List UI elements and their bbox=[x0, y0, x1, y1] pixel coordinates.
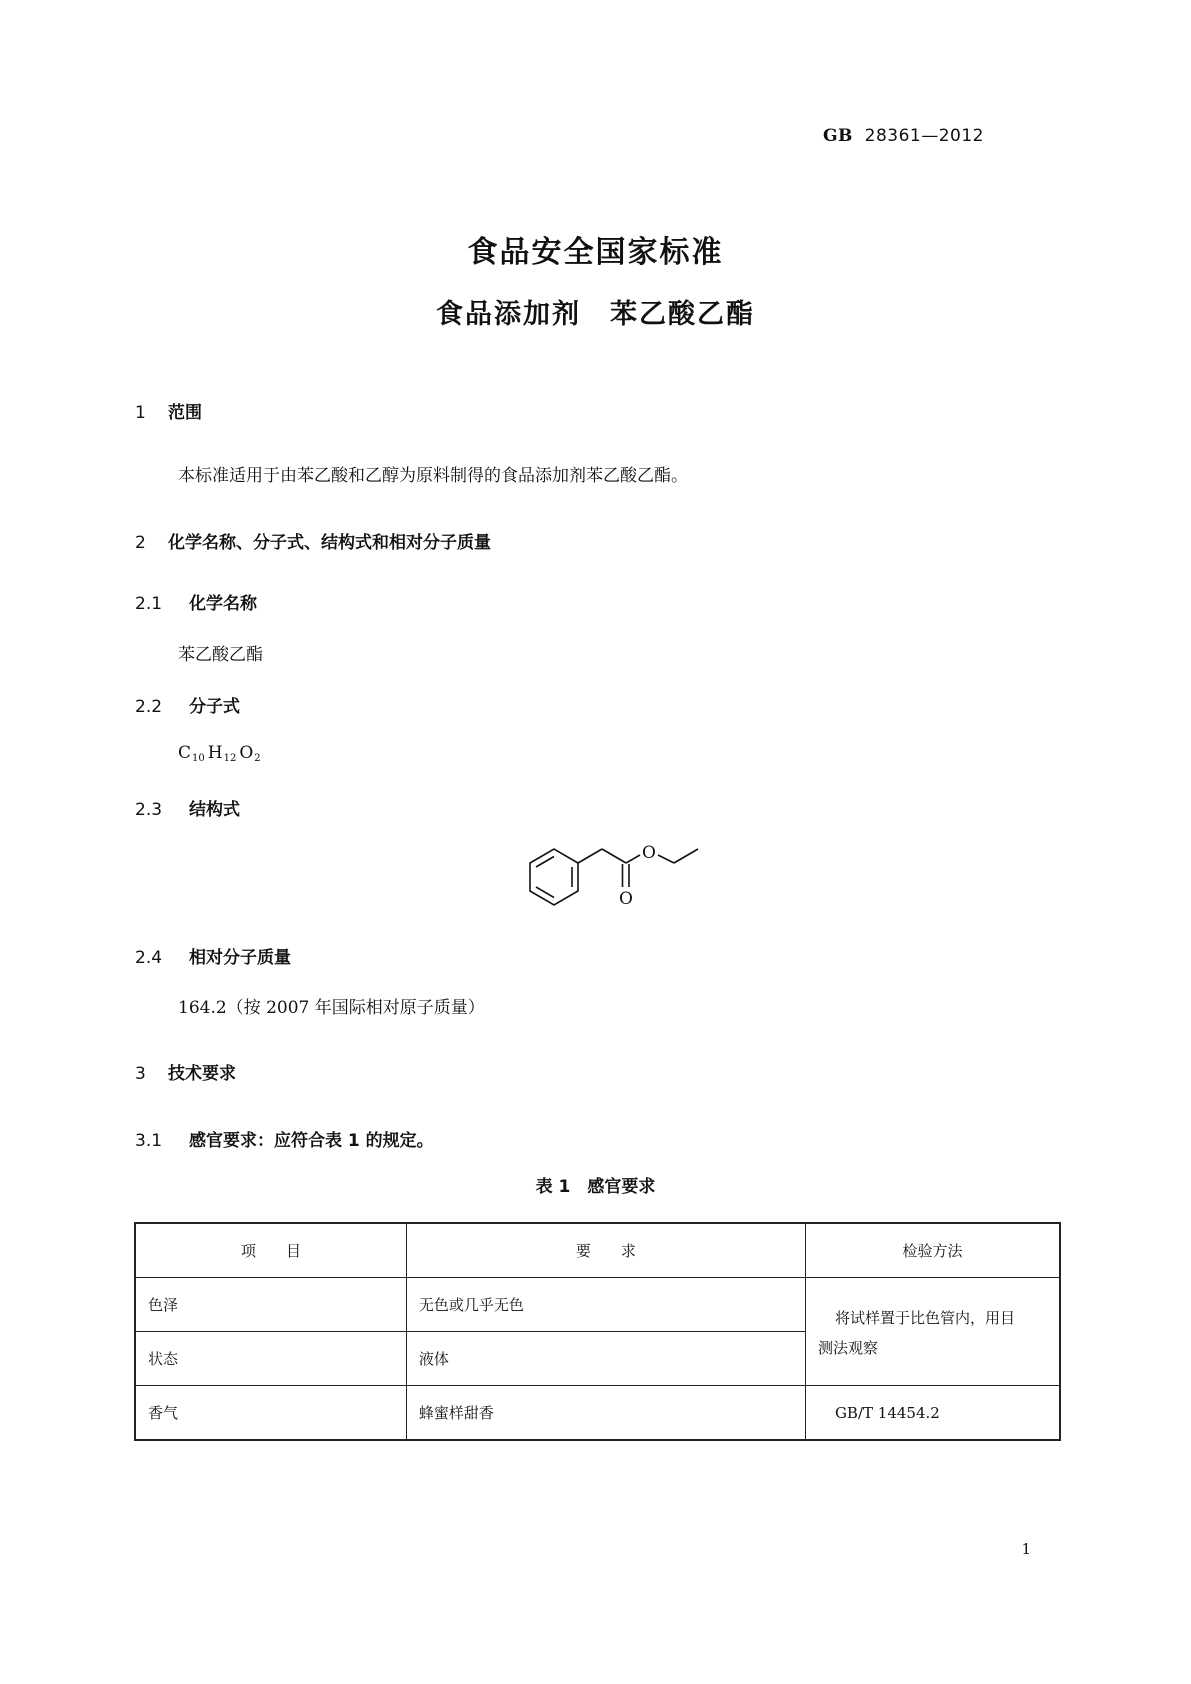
section-title: 感官要求：应符合表 1 的规定。 bbox=[189, 1131, 434, 1151]
ester-bond bbox=[626, 855, 640, 863]
section-title: 化学名称 bbox=[189, 594, 257, 614]
chemical-name: 苯乙酸乙酯 bbox=[178, 645, 263, 665]
section-number: 2.4 bbox=[135, 948, 163, 968]
section-title: 范围 bbox=[168, 403, 202, 423]
section-3-heading bbox=[135, 1059, 236, 1084]
cell-requirement: 液体 bbox=[406, 1332, 805, 1386]
section-2-3-heading bbox=[135, 795, 240, 820]
section-title: 相对分子质量 bbox=[189, 948, 291, 968]
section-2-4-heading bbox=[135, 943, 291, 968]
formula-oxygen: O bbox=[239, 743, 254, 763]
section-number: 1 bbox=[135, 403, 146, 423]
section-number: 2.2 bbox=[135, 697, 163, 717]
section-number: 2.1 bbox=[135, 594, 163, 614]
document-subtitle: 食品添加剂 苯乙酸乙酯 bbox=[436, 299, 755, 330]
section-1-heading bbox=[135, 398, 202, 423]
ethyl-bond bbox=[674, 849, 698, 863]
structural-formula bbox=[500, 830, 700, 930]
formula-hydrogen-count: 12 bbox=[223, 753, 237, 764]
cell-method: GB/T 14454.2 bbox=[805, 1386, 1060, 1441]
cell-item: 状态 bbox=[135, 1332, 406, 1386]
ethyl-bond bbox=[658, 855, 674, 863]
method-line-2: 测法观察 bbox=[817, 1338, 878, 1357]
section-2-2-heading bbox=[135, 692, 240, 717]
cell-item: 色泽 bbox=[135, 1278, 406, 1332]
document-title: 食品安全国家标准 bbox=[467, 235, 724, 270]
formula-carbon: C bbox=[178, 743, 192, 763]
table-header-row bbox=[135, 1223, 1060, 1278]
section-number: 3.1 bbox=[135, 1131, 163, 1151]
formula-oxygen-count: 2 bbox=[254, 753, 261, 764]
page-number: 1 bbox=[1021, 1540, 1031, 1558]
table-row bbox=[135, 1386, 1060, 1441]
ch2-bond bbox=[578, 849, 602, 863]
cell-item: 香气 bbox=[135, 1386, 406, 1441]
standard-code-prefix: GB bbox=[822, 126, 853, 146]
section-number: 2 bbox=[135, 533, 146, 553]
table-caption: 表 1 感官要求 bbox=[535, 1177, 656, 1197]
section-1-text: 本标准适用于由苯乙酸和乙醇为原料制得的食品添加剂苯乙酸乙酯。 bbox=[178, 466, 688, 486]
header-item: 项 目 bbox=[135, 1223, 406, 1278]
section-title: 分子式 bbox=[189, 697, 240, 717]
section-title: 结构式 bbox=[189, 800, 240, 820]
standard-code-number: 28361—2012 bbox=[864, 126, 984, 146]
carbonyl-oxygen-label: O bbox=[619, 889, 633, 909]
section-2-heading bbox=[135, 528, 491, 553]
section-number: 3 bbox=[135, 1064, 146, 1084]
section-number: 2.3 bbox=[135, 800, 163, 820]
cell-requirement: 蜂蜜样甜香 bbox=[406, 1386, 805, 1441]
sensory-requirements-table bbox=[134, 1222, 1061, 1441]
formula-carbon-count: 10 bbox=[192, 753, 205, 764]
molecular-mass: 164.2（按 2007 年国际相对原子质量） bbox=[178, 998, 485, 1018]
header-requirement: 要 求 bbox=[406, 1223, 805, 1278]
header-method: 检验方法 bbox=[805, 1223, 1060, 1278]
method-line-1: 将试样置于比色管内，用目 bbox=[834, 1308, 1015, 1327]
standard-code bbox=[823, 126, 984, 146]
section-title: 技术要求 bbox=[168, 1064, 236, 1084]
cell-requirement: 无色或几乎无色 bbox=[406, 1278, 805, 1332]
cell-method-merged bbox=[805, 1278, 1060, 1386]
formula-hydrogen: H bbox=[207, 743, 223, 763]
molecular-formula bbox=[178, 743, 264, 764]
section-title: 化学名称、分子式、结构式和相对分子质量 bbox=[168, 533, 491, 553]
table-row bbox=[135, 1278, 1060, 1332]
section-2-1-heading bbox=[135, 589, 257, 614]
section-3-1-heading bbox=[135, 1126, 434, 1151]
carbonyl-carbon-bond bbox=[602, 849, 626, 863]
ester-oxygen-label: O bbox=[642, 843, 656, 863]
